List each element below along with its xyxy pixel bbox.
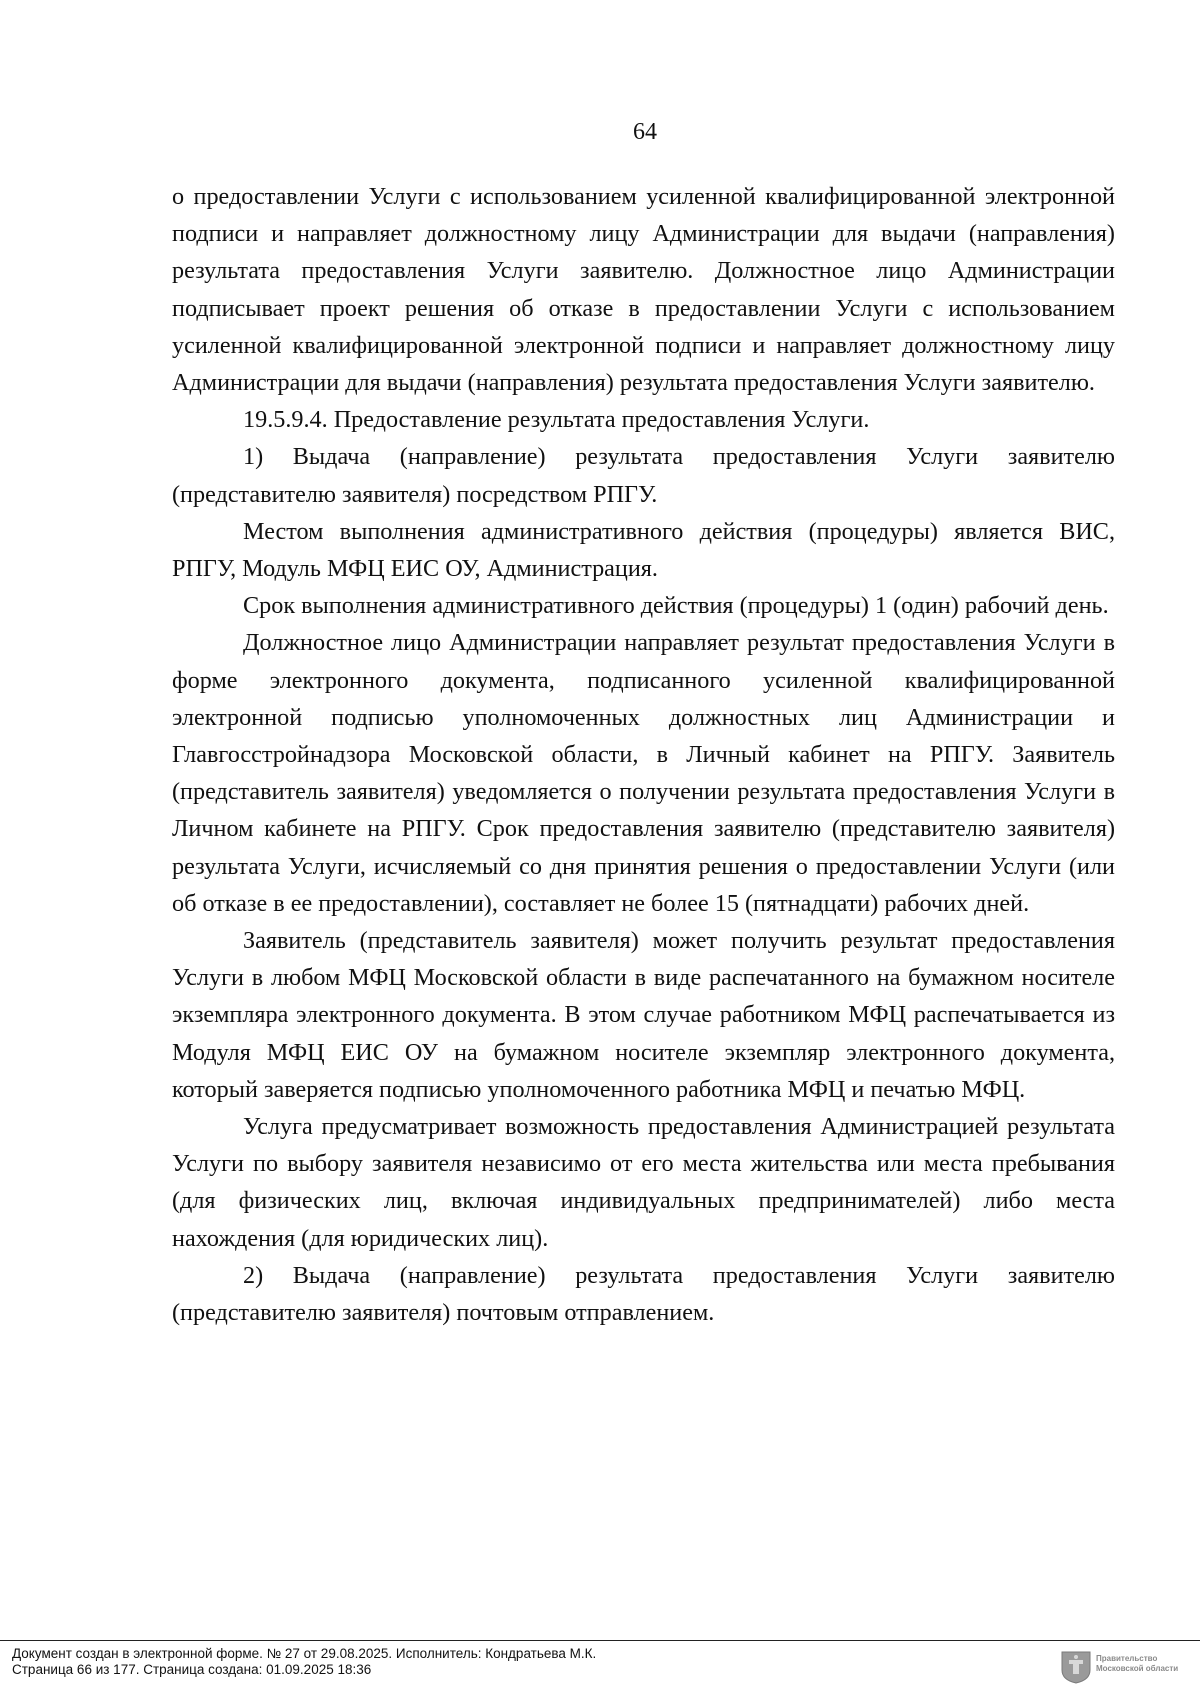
- paragraph: 1) Выдача (направление) результата предоставления Услуги заявителю (представителю заявителя) посредством РПГУ.: [172, 443, 1115, 508]
- footer-line-document-info: Документ создан в электронной форме. № 27 от 29.08.2025. Исполнитель: Кондратьева М.К.: [12, 1646, 597, 1661]
- footer-stamp-text: [12, 1646, 596, 1678]
- footer-line-page-info: Страница 66 из 177. Страница создана: 01.09.2025 18:36: [12, 1662, 372, 1677]
- paragraph: 19.5.9.4. Предоставление результата предоставления Услуги.: [243, 406, 870, 434]
- logo-caption: [1096, 1654, 1178, 1674]
- paragraph: Услуга предусматривает возможность предоставления Администрацией результата Услуги по выбору заявителя независимо от его места жительства или места пребывания (для физических лиц, включая индивидуальных предпринимателей) либо места нахождения (для юридических лиц).: [172, 1113, 1115, 1252]
- page-number: 64: [633, 119, 657, 145]
- document-footer: [0, 1640, 1200, 1698]
- footer-divider: [0, 1640, 1200, 1641]
- paragraph: Заявитель (представитель заявителя) может получить результат предоставления Услуги в любом МФЦ Московской области в виде распечатанного на бумажном носителе экземпляра электронного документа. В этом случае работником МФЦ распечатывается из Модуля МФЦ ЕИС ОУ на бумажном носителе экземпляр электронного документа, который заверяется подписью уполномоченного работника МФЦ и печатью МФЦ.: [172, 927, 1115, 1103]
- government-logo: [1060, 1648, 1200, 1688]
- moscow-region-emblem-icon: [1060, 1650, 1092, 1684]
- paragraph: Местом выполнения административного действия (процедуры) является ВИС, РПГУ, Модуль МФЦ ЕИС ОУ, Администрация.: [172, 517, 1115, 583]
- paragraph: о предоставлении Услуги с использованием усиленной квалифицированной электронной подписи и направляет должностному лицу Администрации для выдачи (направления) результата предоставления Услуги заявителю. Должностное лицо Администрации подписывает проект решения об отказе в предоставлении Услуги с использованием усиленной квалифицированной электронной подписи и направляет должностному лицу Администрации для выдачи (направления) результата предоставления Услуги заявителю.: [172, 183, 1115, 397]
- paragraph: Срок выполнения административного действия (процедуры) 1 (один) рабочий день.: [243, 592, 1109, 620]
- paragraph: Должностное лицо Администрации направляет результат предоставления Услуги в форме электронного документа, подписанного усиленной квалифицированной электронной подписью уполномоченных должностных лиц Администрации и Главгосстройнадзора Московской области, в Личный кабинет на РПГУ. Заявитель (представитель заявителя) уведомляется о получении результата предоставления Услуги в Личном кабинете на РПГУ. Срок предоставления заявителю (представителю заявителя) результата Услуги, исчисляемый со дня принятия решения о предоставлении Услуги (или об отказе в ее предоставлении), составляет не более 15 (пятнадцати) рабочих дней.: [172, 629, 1115, 917]
- document-body: [172, 178, 1115, 1331]
- paragraph: 2) Выдача (направление) результата предоставления Услуги заявителю (представителю заявителя) почтовым отправлением.: [172, 1261, 1115, 1327]
- logo-caption-line: Правительство: [1096, 1654, 1158, 1663]
- logo-caption-line: Московской области: [1096, 1664, 1179, 1673]
